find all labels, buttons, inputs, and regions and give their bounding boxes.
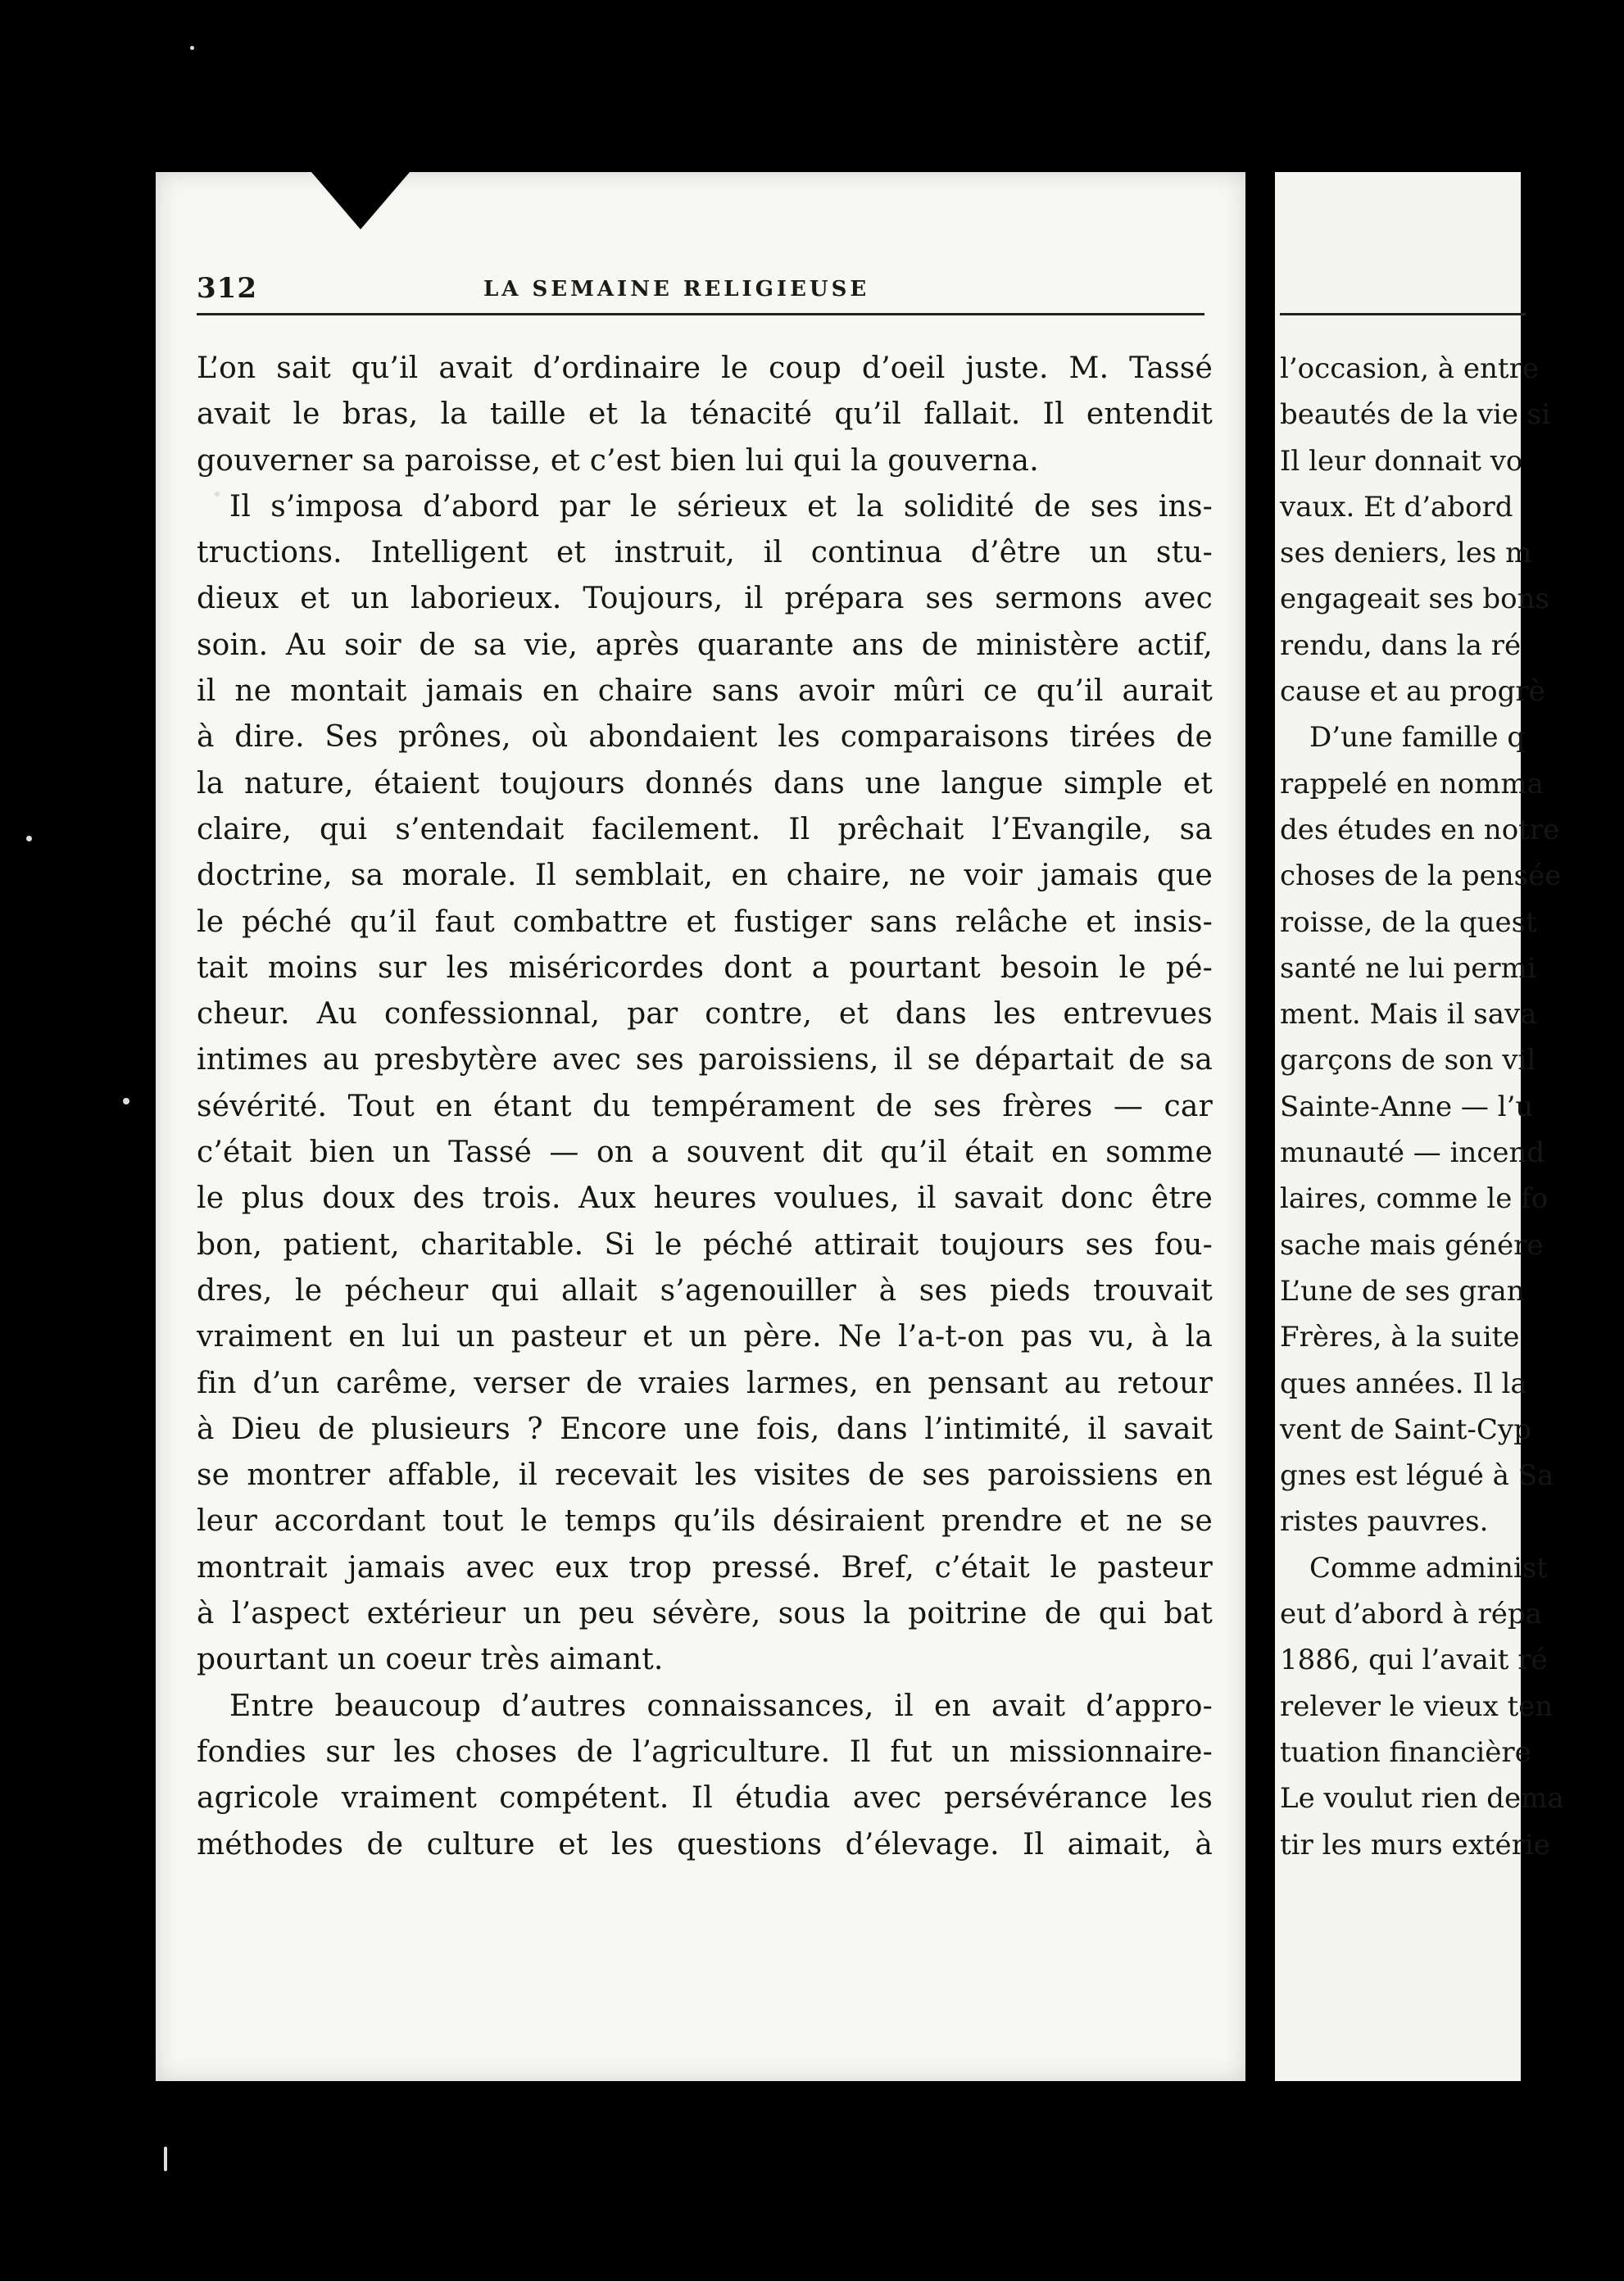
text-line: intimes au presbytère avec ses paroissiens, il se départait de sa [197,1043,1213,1077]
text-line: à dire. Ses prônes, où abondaient les comparaisons tirées de [197,720,1213,755]
scan-speck [123,1098,129,1104]
text-line: tructions. Intelligent et instruit, il continua d’être un stu- [197,536,1213,570]
page-number: 312 [197,272,257,305]
left-page [156,172,1245,2081]
text-line: des études en notre [1280,813,1560,846]
scan-speck [26,836,32,841]
text-line: beautés de la vie si [1280,398,1551,432]
scan-speck [190,46,194,50]
header-rule-right [1280,313,1526,315]
text-line: vaux. Et d’abord [1280,490,1513,524]
text-line: L’on sait qu’il avait d’ordinaire le coup d’oeil juste. M. Tassé [197,351,1213,385]
text-line: ment. Mais il sava [1280,998,1537,1032]
text-line: Sainte-Anne — l’u [1280,1090,1534,1123]
text-line: ques années. Il la [1280,1367,1527,1400]
text-line: santé ne lui permi [1280,951,1536,985]
text-line: fin d’un carême, verser de vraies larmes, en pensant au retour [197,1366,1213,1400]
page-tear-notch [311,172,410,229]
text-line: dieux et un laborieux. Toujours, il prépara ses sermons avec [197,582,1213,616]
text-line: il ne montait jamais en chaire sans avoir mûri ce qu’il aurait [197,674,1213,709]
text-line: ses deniers, les m [1280,537,1532,570]
text-line: se montrer affable, il recevait les visites de ses paroissiens en [197,1458,1213,1493]
text-line: bon, patient, charitable. Si le péché attirait toujours ses fou- [197,1227,1213,1262]
text-line: tait moins sur les miséricordes dont a pourtant besoin le pé- [197,950,1213,985]
text-line: sache mais génére [1280,1228,1544,1262]
text-line: roisse, de la quest [1280,905,1537,939]
scan-speck [164,2147,167,2171]
text-line: sévérité. Tout en étant du tempérament de ses frères — car [197,1089,1213,1123]
text-line: gouverner sa paroisse, et c’est bien lui qui la gouverna. [197,443,1039,478]
text-line: vent de Saint-Cyp [1280,1413,1531,1446]
text-line: L’une de ses gran [1280,1274,1525,1308]
text-line: Comme administ [1309,1551,1548,1585]
text-line: claire, qui s’entendait facilement. Il prêchait l’Evangile, sa [197,812,1213,846]
text-line: D’une famille q [1309,721,1526,755]
text-line: tir les murs extérie [1280,1828,1550,1862]
text-line: à Dieu de plusieurs ? Encore une fois, dans l’intimité, il savait [197,1412,1213,1446]
text-line: dres, le pécheur qui allait s’agenouiller à ses pieds trouvait [197,1273,1213,1308]
text-line: gnes est légué à Sa [1280,1459,1554,1493]
text-line: relever le vieux ten [1280,1689,1554,1723]
book-gutter [1245,172,1275,2081]
text-line: Il leur donnait vo [1280,444,1523,478]
text-line: vraiment en lui un pasteur et un père. Ne l’a-t-on pas vu, à la [197,1320,1213,1354]
text-line: rendu, dans la ré [1280,628,1522,662]
text-line: 1886, qui l’avait ré [1280,1644,1548,1677]
body-text [197,346,1213,1868]
text-line: leur accordant tout le temps qu’ils désiraient prendre et ne se [197,1504,1213,1539]
running-head: LA SEMAINE RELIGIEUSE [483,277,870,302]
text-line: engageait ses bons [1280,583,1549,616]
text-line: Frères, à la suite [1280,1321,1520,1354]
text-line: agricole vraiment compétent. Il étudia avec persévérance les [197,1781,1213,1816]
text-line: laires, comme le fo [1280,1182,1549,1216]
text-line: pourtant un coeur très aimant. [197,1643,664,1677]
text-line: ristes pauvres. [1280,1505,1489,1539]
text-line: doctrine, sa morale. Il semblait, en chaire, ne voir jamais que [197,859,1213,893]
page-header [197,272,1204,313]
text-line: eut d’abord à répa [1280,1598,1542,1631]
text-line: fondies sur les choses de l’agriculture. Il fut un missionnaire- [197,1735,1213,1769]
right-body-text [1280,346,1624,1868]
header-rule [197,313,1204,315]
text-line: à l’aspect extérieur un peu sévère, sous la poitrine de qui bat [197,1597,1213,1631]
text-line: le plus doux des trois. Aux heures voulues, il savait donc être [197,1181,1213,1216]
text-line: tuation financière [1280,1735,1531,1769]
text-line: montrait jamais avec eux trop pressé. Bref, c’était le pasteur [197,1550,1213,1585]
text-line: cheur. Au confessionnal, par contre, et dans les entrevues [197,997,1213,1032]
right-page [1275,172,1564,2081]
text-line: Entre beaucoup d’autres connaissances, il en avait d’appro- [229,1689,1213,1723]
text-line: choses de la pensée [1280,859,1562,893]
text-line: soin. Au soir de sa vie, après quarante ans de ministère actif, [197,628,1213,662]
text-line: méthodes de culture et les questions d’élevage. Il aimait, à [197,1827,1213,1862]
text-line: garçons de son vil [1280,1044,1536,1077]
text-line: avait le bras, la taille et la ténacité qu’il fallait. Il entendit [197,397,1213,432]
text-line: Il s’imposa d’abord par le sérieux et la solidité de ses ins- [229,489,1213,524]
text-line: c’était bien un Tassé — on a souvent dit qu’il était en somme [197,1136,1213,1170]
text-line: le péché qu’il faut combattre et fustiger sans relâche et insis- [197,905,1213,939]
text-line: cause et au progrè [1280,675,1545,709]
text-line: rappelé en nomma [1280,767,1544,800]
scan-speck [215,492,220,497]
text-line: l’occasion, à entre [1280,352,1539,385]
text-line: munauté — incend [1280,1136,1545,1170]
text-line: Le voulut rien dema [1280,1782,1564,1816]
text-line: la nature, étaient toujours donnés dans une langue simple et [197,766,1213,800]
